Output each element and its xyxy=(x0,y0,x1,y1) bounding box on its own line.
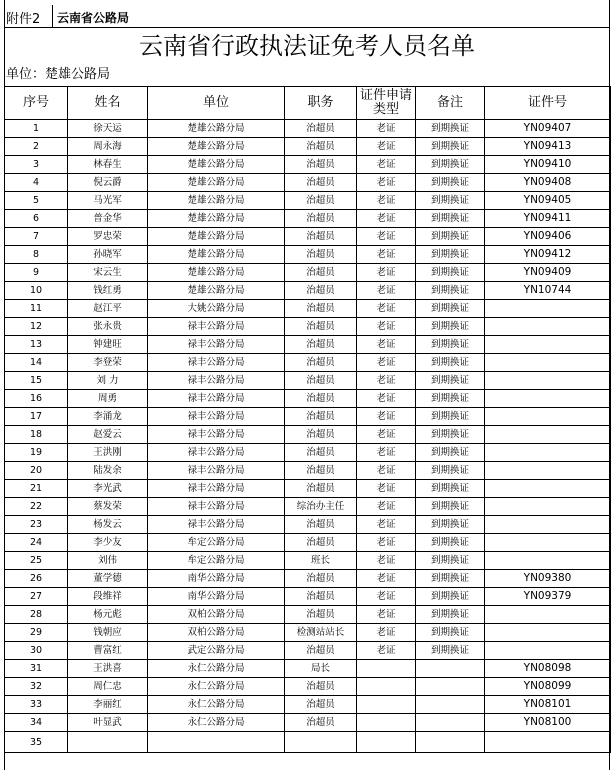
cell-no: 33 xyxy=(5,696,68,714)
table-row xyxy=(5,192,611,210)
cell-no: 5 xyxy=(5,192,68,210)
cell-position: 治超员 xyxy=(285,516,357,534)
cell-unit: 禄丰公路分局 xyxy=(148,354,285,372)
cell-note: 到期换证 xyxy=(416,444,485,462)
cell-type: 老证 xyxy=(357,354,416,372)
cell-cert xyxy=(485,408,611,426)
cell-note xyxy=(416,714,485,732)
cell-name: 李登荣 xyxy=(68,354,148,372)
cell-note: 到期换证 xyxy=(416,552,485,570)
cell-name: 孙晓军 xyxy=(68,246,148,264)
cell-cert xyxy=(485,426,611,444)
cell-position: 治超员 xyxy=(285,300,357,318)
cell-type: 老证 xyxy=(357,534,416,552)
cell-unit: 禄丰公路分局 xyxy=(148,498,285,516)
cell-unit: 禄丰公路分局 xyxy=(148,318,285,336)
cell-cert xyxy=(485,516,611,534)
cell-unit: 禄丰公路分局 xyxy=(148,390,285,408)
cell-note: 到期换证 xyxy=(416,516,485,534)
cell-no: 30 xyxy=(5,642,68,660)
cell-name: 赵爱云 xyxy=(68,426,148,444)
cell-unit xyxy=(148,732,285,753)
cell-note: 到期换证 xyxy=(416,480,485,498)
cell-no: 8 xyxy=(5,246,68,264)
cell-name: 蔡发荣 xyxy=(68,498,148,516)
cell-name: 董学德 xyxy=(68,570,148,588)
cell-unit: 永仁公路分局 xyxy=(148,696,285,714)
cell-type: 老证 xyxy=(357,390,416,408)
table-row xyxy=(5,516,611,534)
cell-unit: 南华公路分局 xyxy=(148,570,285,588)
header-row xyxy=(4,5,610,28)
cell-no: 24 xyxy=(5,534,68,552)
table-row xyxy=(5,498,611,516)
cell-type: 老证 xyxy=(357,552,416,570)
table-row xyxy=(5,372,611,390)
cell-cert: YN08099 xyxy=(485,678,611,696)
table-row xyxy=(5,714,611,732)
cell-note: 到期换证 xyxy=(416,336,485,354)
cell-position: 治超员 xyxy=(285,210,357,228)
cell-type xyxy=(357,714,416,732)
cell-note: 到期换证 xyxy=(416,426,485,444)
cell-unit: 禄丰公路分局 xyxy=(148,372,285,390)
page-title: 云南省行政执法证免考人员名单 xyxy=(139,32,475,60)
cell-position: 班长 xyxy=(285,552,357,570)
cell-type: 老证 xyxy=(357,516,416,534)
cell-position: 治超员 xyxy=(285,264,357,282)
cell-name: 王洪刚 xyxy=(68,444,148,462)
cell-name: 周永海 xyxy=(68,138,148,156)
cell-position: 治超员 xyxy=(285,174,357,192)
cell-name xyxy=(68,732,148,753)
cell-name: 周勇 xyxy=(68,390,148,408)
cell-position: 治超员 xyxy=(285,462,357,480)
cell-note: 到期换证 xyxy=(416,498,485,516)
cell-type: 老证 xyxy=(357,318,416,336)
table-row xyxy=(5,210,611,228)
cell-cert: YN09407 xyxy=(485,120,611,138)
cell-no: 27 xyxy=(5,588,68,606)
cell-type: 老证 xyxy=(357,336,416,354)
cell-position: 治超员 xyxy=(285,426,357,444)
table-row xyxy=(5,156,611,174)
table-row xyxy=(5,732,611,753)
cell-position: 局长 xyxy=(285,660,357,678)
cell-position: 治超员 xyxy=(285,606,357,624)
personnel-table xyxy=(4,86,611,753)
cell-cert xyxy=(485,552,611,570)
table-row xyxy=(5,426,611,444)
cell-no: 19 xyxy=(5,444,68,462)
table-body xyxy=(5,120,611,753)
cell-name: 陆发余 xyxy=(68,462,148,480)
cell-type: 老证 xyxy=(357,264,416,282)
cell-unit: 楚雄公路分局 xyxy=(148,192,285,210)
cell-note: 到期换证 xyxy=(416,354,485,372)
cell-type: 老证 xyxy=(357,642,416,660)
cell-position: 治超员 xyxy=(285,444,357,462)
cell-unit: 双柏公路分局 xyxy=(148,606,285,624)
cell-cert: YN08098 xyxy=(485,660,611,678)
cell-cert: YN09408 xyxy=(485,174,611,192)
cell-note: 到期换证 xyxy=(416,642,485,660)
cell-unit: 禄丰公路分局 xyxy=(148,480,285,498)
cell-cert xyxy=(485,732,611,753)
cell-cert: YN09379 xyxy=(485,588,611,606)
cell-position: 治超员 xyxy=(285,282,357,300)
cell-cert: YN09410 xyxy=(485,156,611,174)
table-row xyxy=(5,588,611,606)
cell-note: 到期换证 xyxy=(416,390,485,408)
cell-name: 刘 力 xyxy=(68,372,148,390)
cell-unit: 禄丰公路分局 xyxy=(148,462,285,480)
cell-unit: 楚雄公路分局 xyxy=(148,138,285,156)
cell-position: 治超员 xyxy=(285,246,357,264)
cell-unit: 禄丰公路分局 xyxy=(148,408,285,426)
table-row xyxy=(5,120,611,138)
cell-no: 2 xyxy=(5,138,68,156)
cell-type xyxy=(357,696,416,714)
cell-note: 到期换证 xyxy=(416,246,485,264)
cell-note xyxy=(416,660,485,678)
cell-position: 治超员 xyxy=(285,588,357,606)
table-row xyxy=(5,534,611,552)
cell-name: 段维祥 xyxy=(68,588,148,606)
cell-type: 老证 xyxy=(357,246,416,264)
cell-type: 老证 xyxy=(357,372,416,390)
table-row xyxy=(5,678,611,696)
cell-cert xyxy=(485,354,611,372)
cell-name: 李光武 xyxy=(68,480,148,498)
col-header-unit: 单位 xyxy=(148,87,285,120)
cell-name: 李少友 xyxy=(68,534,148,552)
cell-name: 李丽红 xyxy=(68,696,148,714)
cell-cert xyxy=(485,498,611,516)
col-header-type: 证件申请类型 xyxy=(357,87,416,120)
cell-no: 4 xyxy=(5,174,68,192)
cell-position: 治超员 xyxy=(285,570,357,588)
cell-note: 到期换证 xyxy=(416,588,485,606)
cell-no: 7 xyxy=(5,228,68,246)
cell-type: 老证 xyxy=(357,174,416,192)
cell-note: 到期换证 xyxy=(416,120,485,138)
cell-cert: YN09406 xyxy=(485,228,611,246)
cell-cert xyxy=(485,336,611,354)
cell-cert: YN09405 xyxy=(485,192,611,210)
cell-cert: YN10744 xyxy=(485,282,611,300)
cell-cert xyxy=(485,444,611,462)
cell-cert xyxy=(485,642,611,660)
cell-unit: 永仁公路分局 xyxy=(148,714,285,732)
cell-type: 老证 xyxy=(357,444,416,462)
cell-position: 治超员 xyxy=(285,318,357,336)
cell-note: 到期换证 xyxy=(416,210,485,228)
cell-note: 到期换证 xyxy=(416,138,485,156)
cell-note: 到期换证 xyxy=(416,300,485,318)
cell-no: 12 xyxy=(5,318,68,336)
cell-type: 老证 xyxy=(357,138,416,156)
cell-type: 老证 xyxy=(357,624,416,642)
cell-note: 到期换证 xyxy=(416,318,485,336)
cell-type: 老证 xyxy=(357,408,416,426)
cell-unit: 禄丰公路分局 xyxy=(148,336,285,354)
cell-position: 治超员 xyxy=(285,678,357,696)
cell-no: 3 xyxy=(5,156,68,174)
cell-name: 赵江平 xyxy=(68,300,148,318)
cell-name: 李涌龙 xyxy=(68,408,148,426)
cell-note xyxy=(416,732,485,753)
cell-type: 老证 xyxy=(357,426,416,444)
cell-cert xyxy=(485,462,611,480)
cell-unit: 楚雄公路分局 xyxy=(148,282,285,300)
cell-unit: 禄丰公路分局 xyxy=(148,426,285,444)
cell-cert: YN09409 xyxy=(485,264,611,282)
org-name: 云南省公路局 xyxy=(57,11,130,25)
cell-name: 曹富红 xyxy=(68,642,148,660)
cell-name: 钱红勇 xyxy=(68,282,148,300)
cell-type: 老证 xyxy=(357,300,416,318)
cell-position: 治超员 xyxy=(285,372,357,390)
cell-position: 治超员 xyxy=(285,156,357,174)
cell-no: 31 xyxy=(5,660,68,678)
cell-no: 23 xyxy=(5,516,68,534)
cell-no: 35 xyxy=(5,732,68,753)
cell-unit: 楚雄公路分局 xyxy=(148,228,285,246)
cell-position: 治超员 xyxy=(285,138,357,156)
cell-no: 20 xyxy=(5,462,68,480)
table-row xyxy=(5,480,611,498)
cell-cert xyxy=(485,390,611,408)
cell-name: 钱朝应 xyxy=(68,624,148,642)
header-cell-divider xyxy=(52,5,53,27)
col-header-name: 姓名 xyxy=(68,87,148,120)
cell-position: 治超员 xyxy=(285,480,357,498)
cell-cert: YN09380 xyxy=(485,570,611,588)
cell-note: 到期换证 xyxy=(416,462,485,480)
cell-unit: 禄丰公路分局 xyxy=(148,516,285,534)
table-row xyxy=(5,390,611,408)
cell-cert xyxy=(485,606,611,624)
cell-note: 到期换证 xyxy=(416,228,485,246)
cell-name: 宋云生 xyxy=(68,264,148,282)
cell-position xyxy=(285,732,357,753)
cell-type: 老证 xyxy=(357,210,416,228)
cell-position: 治超员 xyxy=(285,120,357,138)
cell-cert: YN09412 xyxy=(485,246,611,264)
cell-cert xyxy=(485,624,611,642)
cell-name: 王洪喜 xyxy=(68,660,148,678)
cell-type: 老证 xyxy=(357,462,416,480)
table-row xyxy=(5,606,611,624)
cell-note: 到期换证 xyxy=(416,606,485,624)
col-header-note: 备注 xyxy=(416,87,485,120)
cell-unit: 南华公路分局 xyxy=(148,588,285,606)
column-header-row xyxy=(5,87,611,120)
table-row xyxy=(5,246,611,264)
cell-unit: 牟定公路分局 xyxy=(148,552,285,570)
cell-no: 15 xyxy=(5,372,68,390)
cell-name: 杨元彪 xyxy=(68,606,148,624)
attachment-label: 附件2 xyxy=(6,12,41,27)
cell-unit: 永仁公路分局 xyxy=(148,678,285,696)
col-header-no: 序号 xyxy=(5,87,68,120)
cell-name: 普金华 xyxy=(68,210,148,228)
cell-note: 到期换证 xyxy=(416,174,485,192)
table-row xyxy=(5,354,611,372)
table-row xyxy=(5,444,611,462)
cell-no: 9 xyxy=(5,264,68,282)
table-row xyxy=(5,408,611,426)
cell-note: 到期换证 xyxy=(416,534,485,552)
cell-type: 老证 xyxy=(357,156,416,174)
cell-unit: 楚雄公路分局 xyxy=(148,246,285,264)
cell-cert xyxy=(485,480,611,498)
cell-note: 到期换证 xyxy=(416,264,485,282)
cell-type: 老证 xyxy=(357,570,416,588)
cell-name: 钟建旺 xyxy=(68,336,148,354)
cell-no: 34 xyxy=(5,714,68,732)
cell-unit: 大姚公路分局 xyxy=(148,300,285,318)
cell-note: 到期换证 xyxy=(416,192,485,210)
cell-position: 治超员 xyxy=(285,696,357,714)
col-header-cert: 证件号 xyxy=(485,87,611,120)
table-row xyxy=(5,462,611,480)
cell-no: 6 xyxy=(5,210,68,228)
cell-no: 28 xyxy=(5,606,68,624)
cell-note xyxy=(416,696,485,714)
cell-unit: 牟定公路分局 xyxy=(148,534,285,552)
cell-unit: 楚雄公路分局 xyxy=(148,210,285,228)
cell-cert xyxy=(485,300,611,318)
cell-no: 13 xyxy=(5,336,68,354)
cell-cert: YN09411 xyxy=(485,210,611,228)
cell-cert: YN09413 xyxy=(485,138,611,156)
cell-no: 17 xyxy=(5,408,68,426)
cell-unit: 永仁公路分局 xyxy=(148,660,285,678)
cell-no: 32 xyxy=(5,678,68,696)
cell-position: 治超员 xyxy=(285,642,357,660)
cell-note: 到期换证 xyxy=(416,156,485,174)
table-row xyxy=(5,300,611,318)
cell-no: 14 xyxy=(5,354,68,372)
cell-position: 检测站站长 xyxy=(285,624,357,642)
cell-name: 张永贵 xyxy=(68,318,148,336)
cell-type: 老证 xyxy=(357,282,416,300)
table-row xyxy=(5,138,611,156)
cell-unit: 禄丰公路分局 xyxy=(148,444,285,462)
cell-unit: 楚雄公路分局 xyxy=(148,174,285,192)
cell-cert: YN08101 xyxy=(485,696,611,714)
table-row xyxy=(5,228,611,246)
cell-note: 到期换证 xyxy=(416,624,485,642)
table-row xyxy=(5,282,611,300)
cell-position: 治超员 xyxy=(285,714,357,732)
cell-no: 16 xyxy=(5,390,68,408)
cell-type: 老证 xyxy=(357,228,416,246)
cell-name: 杨发云 xyxy=(68,516,148,534)
cell-cert xyxy=(485,534,611,552)
table-row xyxy=(5,318,611,336)
cell-no: 1 xyxy=(5,120,68,138)
cell-position: 综治办主任 xyxy=(285,498,357,516)
table-row xyxy=(5,660,611,678)
cell-no: 26 xyxy=(5,570,68,588)
unit-line: 单位：楚雄公路局 xyxy=(6,67,111,82)
cell-position: 治超员 xyxy=(285,192,357,210)
table-row xyxy=(5,570,611,588)
cell-no: 21 xyxy=(5,480,68,498)
cell-position: 治超员 xyxy=(285,228,357,246)
cell-position: 治超员 xyxy=(285,354,357,372)
cell-position: 治超员 xyxy=(285,534,357,552)
cell-position: 治超员 xyxy=(285,408,357,426)
table-row xyxy=(5,624,611,642)
cell-type: 老证 xyxy=(357,192,416,210)
cell-cert xyxy=(485,372,611,390)
cell-name: 周仁忠 xyxy=(68,678,148,696)
table-row xyxy=(5,696,611,714)
cell-note: 到期换证 xyxy=(416,372,485,390)
table-row xyxy=(5,642,611,660)
cell-note: 到期换证 xyxy=(416,570,485,588)
cell-type: 老证 xyxy=(357,606,416,624)
cell-name: 马光军 xyxy=(68,192,148,210)
cell-no: 10 xyxy=(5,282,68,300)
cell-position: 治超员 xyxy=(285,390,357,408)
cell-unit: 楚雄公路分局 xyxy=(148,156,285,174)
cell-name: 徐天运 xyxy=(68,120,148,138)
cell-no: 18 xyxy=(5,426,68,444)
cell-name: 刘伟 xyxy=(68,552,148,570)
cell-position: 治超员 xyxy=(285,336,357,354)
cell-type: 老证 xyxy=(357,498,416,516)
cell-note xyxy=(416,678,485,696)
table-row xyxy=(5,336,611,354)
cell-unit: 武定公路分局 xyxy=(148,642,285,660)
table-row xyxy=(5,552,611,570)
cell-name: 叶显武 xyxy=(68,714,148,732)
table-row xyxy=(5,264,611,282)
cell-type: 老证 xyxy=(357,588,416,606)
cell-note: 到期换证 xyxy=(416,408,485,426)
cell-cert xyxy=(485,318,611,336)
cell-note: 到期换证 xyxy=(416,282,485,300)
cell-name: 罗忠荣 xyxy=(68,228,148,246)
cell-type: 老证 xyxy=(357,120,416,138)
col-header-position: 职务 xyxy=(285,87,357,120)
cell-name: 林春生 xyxy=(68,156,148,174)
cell-type xyxy=(357,732,416,753)
cell-name: 倪云爵 xyxy=(68,174,148,192)
cell-no: 29 xyxy=(5,624,68,642)
table-row xyxy=(5,174,611,192)
cell-no: 11 xyxy=(5,300,68,318)
cell-type xyxy=(357,678,416,696)
cell-type: 老证 xyxy=(357,480,416,498)
cell-type xyxy=(357,660,416,678)
cell-cert: YN08100 xyxy=(485,714,611,732)
cell-unit: 双柏公路分局 xyxy=(148,624,285,642)
cell-no: 25 xyxy=(5,552,68,570)
cell-unit: 楚雄公路分局 xyxy=(148,264,285,282)
cell-unit: 楚雄公路分局 xyxy=(148,120,285,138)
cell-no: 22 xyxy=(5,498,68,516)
